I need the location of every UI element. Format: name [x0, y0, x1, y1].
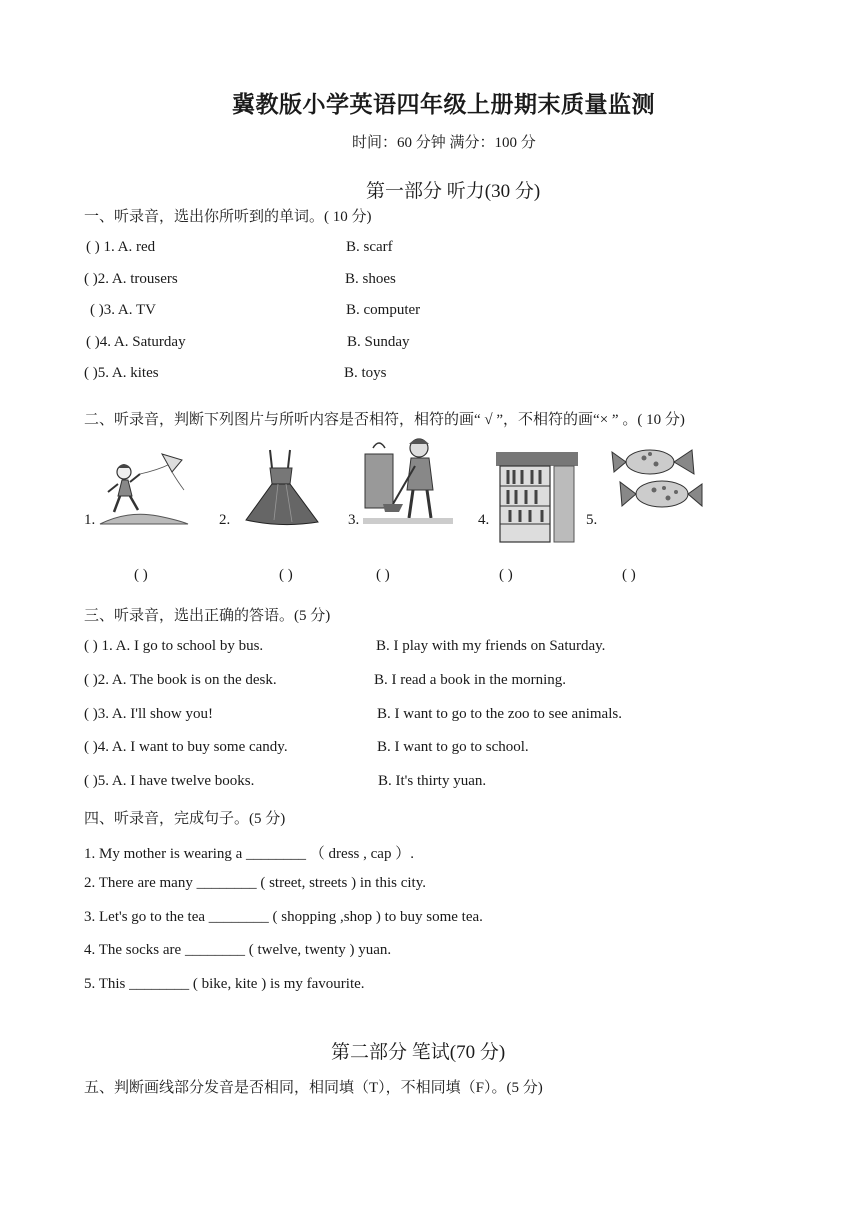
dress-icon	[240, 448, 322, 528]
section1-item-1-b: B. scarf	[346, 239, 393, 255]
part2-title: 第二部分 笔试(70 分)	[331, 1042, 506, 1063]
answer-blank-5: ( )	[622, 567, 636, 583]
picture-number-3: 3.	[348, 512, 360, 528]
section5-heading: 五、判断画线部分发音是否相同，相同填（T），不相同填（F）。(5 分)	[84, 1080, 543, 1096]
section1-heading: 一、听录音，选出你所听到的单词。( 10 分)	[84, 209, 372, 225]
section2-heading: 二、听录音，判断下列图片与所听内容是否相符，相符的画“ √ ”，不相符的画“× ” 。( 10 分)	[84, 412, 685, 428]
boy-sweeping-icon	[363, 434, 453, 526]
bookshelf-icon	[496, 452, 578, 544]
page-title: 冀教版小学英语四年级上册期末质量监测	[232, 92, 655, 118]
section1-item-5-b: B. toys	[344, 365, 387, 381]
answer-blank-1: ( )	[134, 567, 148, 583]
exam-info: 时间：60 分钟 满分：100 分	[352, 135, 536, 151]
section1-item-4-a: ( )4. A. Saturday	[86, 334, 186, 350]
answer-blank-3: ( )	[376, 567, 390, 583]
section1-item-2-b: B. shoes	[345, 271, 396, 287]
section3-item-4-b: B. I want to go to school.	[377, 739, 529, 755]
answer-blank-2: ( )	[279, 567, 293, 583]
section4-item-4: 4. The socks are ________ ( twelve, twenty ) yuan.	[84, 942, 392, 958]
section3-item-2-a: ( )2. A. The book is on the desk.	[84, 672, 277, 688]
section3-heading: 三、听录音，选出正确的答语。(5 分)	[84, 608, 331, 624]
section4-heading: 四、听录音，完成句子。(5 分)	[84, 811, 286, 827]
section4-item-5: 5. This ________ ( bike, kite ) is my favourite.	[84, 976, 365, 992]
section3-item-3-b: B. I want to go to the zoo to see animals.	[377, 706, 622, 722]
section3-item-3-a: ( )3. A. I'll show you!	[84, 706, 213, 722]
candy-icon	[608, 444, 704, 516]
section3-item-5-b: B. It's thirty yuan.	[378, 773, 487, 789]
part1-title: 第一部分 听力(30 分)	[366, 181, 541, 202]
section1-item-5-a: ( )5. A. kites	[84, 365, 159, 381]
boy-flying-kite-icon	[98, 450, 190, 528]
picture-number-2: 2.	[219, 512, 231, 528]
section4-item-2: 2. There are many ________ ( street, streets ) in this city.	[84, 875, 426, 891]
picture-number-1: 1.	[84, 512, 96, 528]
section3-item-1-a: ( ) 1. A. I go to school by bus.	[84, 638, 264, 654]
section1-item-1-a: ( ) 1. A. red	[86, 239, 156, 255]
section3-item-4-a: ( )4. A. I want to buy some candy.	[84, 739, 288, 755]
picture-number-5: 5.	[586, 512, 598, 528]
section1-item-3-b: B. computer	[346, 302, 421, 318]
picture-number-4: 4.	[478, 512, 490, 528]
section3-item-1-b: B. I play with my friends on Saturday.	[376, 638, 606, 654]
section1-item-4-b: B. Sunday	[347, 334, 410, 350]
section4-item-1: 1. My mother is wearing a ________ （ dress , cap ）.	[84, 846, 414, 862]
answer-blank-4: ( )	[499, 567, 513, 583]
section3-item-5-a: ( )5. A. I have twelve books.	[84, 773, 255, 789]
section1-item-3-a: ( )3. A. TV	[90, 302, 156, 318]
section3-item-2-b: B. I read a book in the morning.	[374, 672, 567, 688]
section1-item-2-a: ( )2. A. trousers	[84, 271, 178, 287]
section4-item-3: 3. Let's go to the tea ________ ( shopping ,shop ) to buy some tea.	[84, 909, 483, 925]
